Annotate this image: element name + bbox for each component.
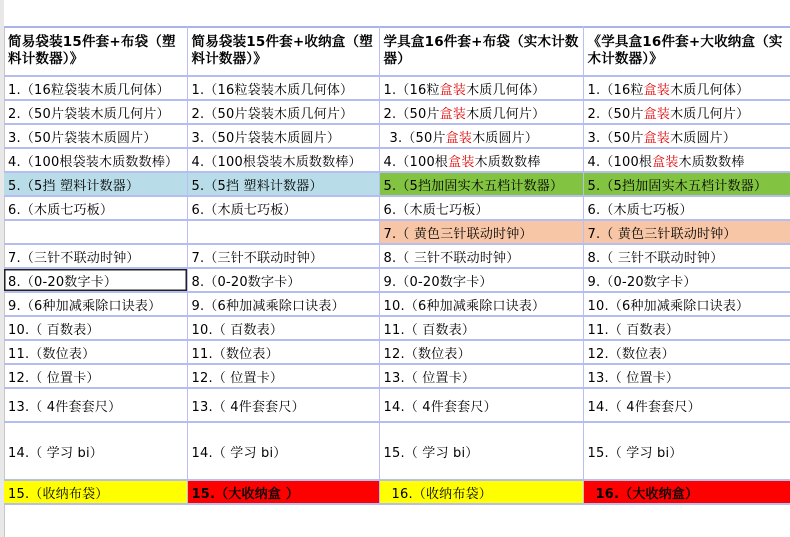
- cell[interactable]: 7.（ 黄色三针联动时钟）: [379, 220, 583, 244]
- table-row: [4, 124, 790, 148]
- table-row: [4, 76, 790, 100]
- cell[interactable]: 13.（ 4件套套尺）: [187, 388, 379, 422]
- table-row: [4, 244, 790, 268]
- cell[interactable]: 11.（ 百数表）: [379, 316, 583, 340]
- cell[interactable]: 4.（100根袋装木质数数棒）: [187, 148, 379, 172]
- table-row: [4, 268, 790, 292]
- cell[interactable]: 1.（16粒盒装木质几何体）: [583, 76, 790, 100]
- header-cell-1[interactable]: 简易袋装15件套+布袋（塑料计数器）》: [4, 26, 187, 76]
- cell[interactable]: 9.（0-20数字卡）: [379, 268, 583, 292]
- cell[interactable]: 1.（16粒盒装木质几何体）: [379, 76, 583, 100]
- cell[interactable]: 5.（5挡加固实木五档计数器）: [379, 172, 583, 196]
- cell[interactable]: 4.（100根袋装木质数数棒）: [4, 148, 187, 172]
- highlighted-word: 盒装: [445, 130, 473, 146]
- table-row: [4, 196, 790, 220]
- cell[interactable]: 3.（50片袋装木质圆片）: [187, 124, 379, 148]
- cell[interactable]: 12.（ 位置卡）: [187, 364, 379, 388]
- cell[interactable]: 7.（ 黄色三针联动时钟）: [583, 220, 790, 244]
- cell[interactable]: 2.（50片袋装木质几何片）: [187, 100, 379, 124]
- cell[interactable]: 7.（三针不联动时钟）: [187, 244, 379, 268]
- cell[interactable]: [4, 220, 187, 244]
- product-comparison-table: [4, 26, 790, 505]
- cell[interactable]: 16.（大收纳盒）: [583, 480, 790, 504]
- cell[interactable]: 12.（数位表）: [583, 340, 790, 364]
- table-row: [4, 388, 790, 422]
- cell[interactable]: 9.（6种加减乘除口诀表）: [187, 292, 379, 316]
- highlighted-word: 盒装: [643, 130, 671, 146]
- table-row: [4, 220, 790, 244]
- cell[interactable]: 10.（6种加减乘除口诀表）: [583, 292, 790, 316]
- table-row: [4, 364, 790, 388]
- cell[interactable]: 8.（0-20数字卡）: [187, 268, 379, 292]
- highlighted-word: 盒装: [643, 106, 671, 122]
- cell[interactable]: 12.（数位表）: [379, 340, 583, 364]
- table-row: [4, 340, 790, 364]
- table-row: [4, 480, 790, 504]
- cell[interactable]: 12.（ 位置卡）: [4, 364, 187, 388]
- cell[interactable]: 3.（50片袋装木质圆片）: [4, 124, 187, 148]
- cell[interactable]: 3.（50片盒装木质圆片）: [379, 124, 583, 148]
- highlighted-word: 盒装: [439, 82, 467, 98]
- cell[interactable]: 6.（木质七巧板）: [187, 196, 379, 220]
- table-row: [4, 422, 790, 480]
- header-cell-4[interactable]: 《学具盒16件套+大收纳盒（实木计数器）》: [583, 26, 790, 76]
- cell[interactable]: 6.（木质七巧板）: [583, 196, 790, 220]
- cell[interactable]: 11.（ 百数表）: [583, 316, 790, 340]
- cell[interactable]: 15.（ 学习 bi）: [583, 422, 790, 480]
- cell[interactable]: 15.（收纳布袋）: [4, 480, 187, 504]
- cell[interactable]: 10.（ 百数表）: [4, 316, 187, 340]
- highlighted-word: 盒装: [448, 154, 475, 170]
- cell[interactable]: 4.（100根盒装木质数数棒: [379, 148, 583, 172]
- cell[interactable]: 9.（6种加减乘除口诀表）: [4, 292, 187, 316]
- cell[interactable]: 13.（ 位置卡）: [583, 364, 790, 388]
- cell[interactable]: 4.（100根盒装木质数数棒: [583, 148, 790, 172]
- highlighted-word: 盒装: [439, 106, 467, 122]
- cell[interactable]: 2.（50片盒装木质几何片）: [379, 100, 583, 124]
- cell[interactable]: 2.（50片盒装木质几何片）: [583, 100, 790, 124]
- cell[interactable]: 5.（5挡 塑料计数器）: [4, 172, 187, 196]
- cell[interactable]: 15.（ 学习 bi）: [379, 422, 583, 480]
- cell[interactable]: 14.（ 学习 bi）: [4, 422, 187, 480]
- highlighted-word: 盒装: [643, 82, 671, 98]
- header-row: [4, 26, 790, 76]
- cell[interactable]: 6.（木质七巧板）: [4, 196, 187, 220]
- cell[interactable]: 5.（5挡 塑料计数器）: [187, 172, 379, 196]
- table-row: [4, 316, 790, 340]
- table-row: [4, 148, 790, 172]
- blank-top-row[interactable]: [4, 0, 790, 28]
- cell[interactable]: [187, 220, 379, 244]
- cell[interactable]: 8.（ 三针不联动时钟）: [583, 244, 790, 268]
- cell[interactable]: 9.（0-20数字卡）: [583, 268, 790, 292]
- table-row: [4, 172, 790, 196]
- cell[interactable]: 1.（16粒袋装木质几何体）: [4, 76, 187, 100]
- selected-cell[interactable]: 8.（0-20数字卡）: [4, 268, 187, 292]
- cell[interactable]: 16.（收纳布袋）: [379, 480, 583, 504]
- cell[interactable]: 10.（6种加减乘除口诀表）: [379, 292, 583, 316]
- cell[interactable]: 14.（ 学习 bi）: [187, 422, 379, 480]
- header-cell-3[interactable]: 学具盒16件套+布袋（实木计数器）: [379, 26, 583, 76]
- cell[interactable]: 15.（大收纳盒 ）: [187, 480, 379, 504]
- cell[interactable]: 8.（ 三针不联动时钟）: [379, 244, 583, 268]
- cell[interactable]: 6.（木质七巧板）: [379, 196, 583, 220]
- cell[interactable]: 11.（数位表）: [4, 340, 187, 364]
- table-row: [4, 292, 790, 316]
- table-row: [4, 100, 790, 124]
- cell[interactable]: 14.（ 4件套套尺）: [379, 388, 583, 422]
- cell[interactable]: 5.（5挡加固实木五档计数器）: [583, 172, 790, 196]
- cell[interactable]: 2.（50片袋装木质几何片）: [4, 100, 187, 124]
- cell[interactable]: 10.（ 百数表）: [187, 316, 379, 340]
- highlighted-word: 盒装: [652, 154, 679, 170]
- cell[interactable]: 13.（ 位置卡）: [379, 364, 583, 388]
- cell[interactable]: 11.（数位表）: [187, 340, 379, 364]
- cell[interactable]: 14.（ 4件套套尺）: [583, 388, 790, 422]
- cell[interactable]: 13.（ 4件套套尺）: [4, 388, 187, 422]
- cell[interactable]: 3.（50片盒装木质圆片）: [583, 124, 790, 148]
- cell[interactable]: 7.（三针不联动时钟）: [4, 244, 187, 268]
- cell[interactable]: 1.（16粒袋装木质几何体）: [187, 76, 379, 100]
- header-cell-2[interactable]: 简易袋装15件套+收纳盒（塑料计数器）》: [187, 26, 379, 76]
